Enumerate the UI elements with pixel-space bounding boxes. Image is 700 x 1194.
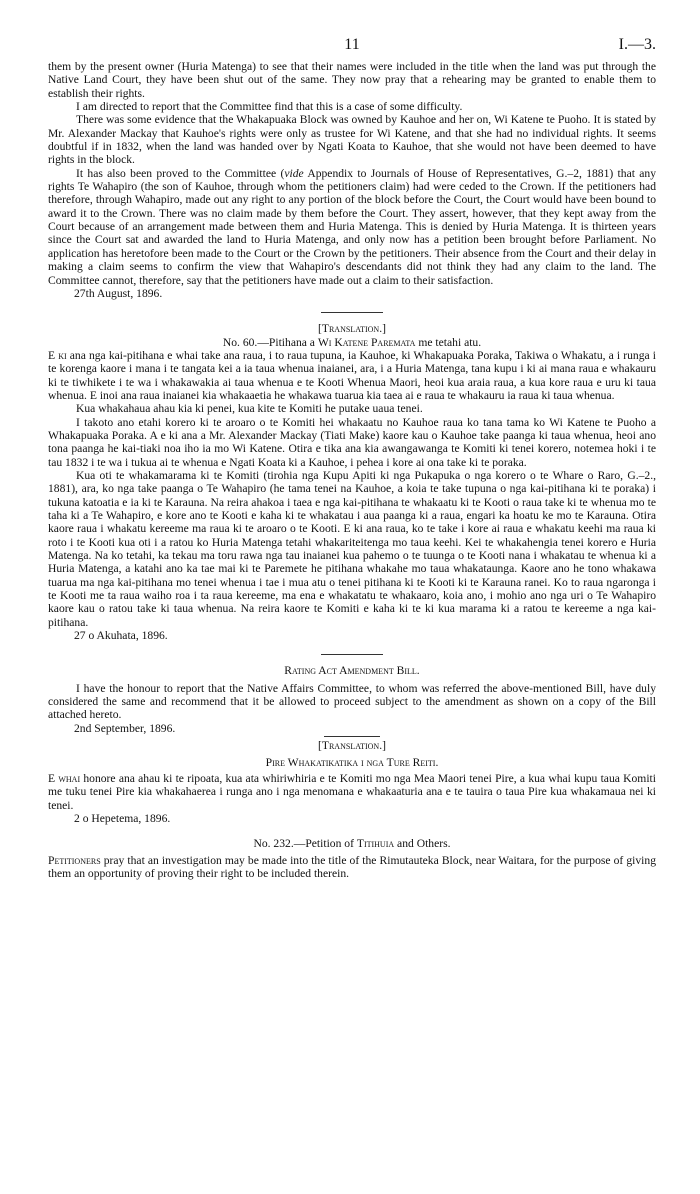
paragraph [48, 854, 656, 881]
paragraph-text: It has also been proved to the Committee ( [76, 166, 285, 180]
section-petition-232 [48, 837, 656, 880]
translation-label: [Translation.] [318, 322, 386, 336]
date-line: 27th August, 1896. [74, 286, 163, 300]
title-text: and Others. [394, 837, 451, 851]
paragraph: them by the present owner (Huria Matenga) to see that their names were included in the title when the land was put through the Native Land Court, they have been shut out of the same. They now pray that a rehearing may be granted to enable them to establish their rights. [48, 60, 656, 100]
section-rating-act [48, 664, 656, 735]
paragraph: I am directed to report that the Committee find that this is a case of some difficulty. [76, 100, 463, 114]
section-divider [321, 312, 383, 313]
paragraph [48, 167, 656, 287]
section-report-whakapuaka [48, 60, 656, 300]
title-text: me tetahi atu. [415, 335, 482, 349]
translation-label: [Translation.] [318, 739, 386, 753]
paragraph: I have the honour to report that the Native Affairs Committee, to whom was referred the above-mentioned Bill, have duly considered the same and recommend that it be allowed to proceed subject to the amendment as shown on a copy of the Bill attached hereto. [48, 681, 656, 722]
title-text: No. 232.—Petition of [253, 837, 357, 851]
date-line: 2 o Hepetema, 1896. [74, 811, 171, 825]
section-title [48, 837, 656, 850]
date-line: 27 o Akuhata, 1896. [74, 629, 168, 643]
section-divider [324, 736, 380, 737]
section-title: Rating Act Amendment Bill. [284, 664, 420, 678]
paragraph-text: Appendix to Journals of House of Representatives, G.–2, 1881) that any rights Te Wahapiro (the son of Kauhoe, through whom the petitioners claim) had were ceded to the Crown. If the petitioners had therefore, through Wahapiro, made out any right to any portion of the block before the Court, the Court would have been bound to award it to the Crown. There was no claim made by them before the Court. They assert, however, that they kept away from the Court because of an arrangement made between them and Huria Matenga. This is denied by Huria Matenga. It is thirteen years since the Court sat and awarded the land to Huria Matenga, and only now has a petition been brought before Parliament. No application has heretofore been made to the Court or the Crown by the petitioners. Their absence from the Court and their delay in making a claim seems to confirm the view that Wahapiro's descendants did not think they had any claim to the land. The Committee cannot, therefore, say that the petitioners have made out a claim to their satisfaction. [48, 166, 656, 287]
section-translation-rating-act [48, 739, 656, 825]
paragraph: Kua whakahaua ahau kia ki penei, kua kite te Komiti he putake uaua tenei. [76, 402, 423, 416]
section-title [48, 336, 656, 349]
date-line: 2nd September, 1896. [74, 721, 176, 735]
paragraph-text: pray that an investigation may be made into the title of the Rimutauteka Block, near Waitara, for the purpose of giving them an opportunity of proving their right to be included therein. [48, 853, 656, 880]
page-number: 11 [344, 36, 360, 53]
petitioner-name: Wi Katene Paremata [317, 335, 416, 349]
document-reference: I.—3. [618, 36, 656, 53]
paragraph: There was some evidence that the Whakapuaka Block was owned by Kauhoe and her on, Wi Katene te Puoho. It is stated by Mr. Alexander Mackay that Kauhoe's rights were only as trustee for Wi Katene, and that she had no individual rights. It seems doubtful if in 1832, when the land was handed over by Ngati Koata to Kauhoe, that she would not have been deemed to have rights in the block. [48, 113, 656, 167]
italic-word: vide [284, 166, 304, 180]
lead-words: Petitioners [48, 853, 101, 867]
paragraph: Kua oti te whakamarama ki te Komiti (tirohia nga Kupu Apiti ki nga Pukapuka o nga korero o te Whare o Raro, G.–2., 1881), ara, ko nga take paanga o Te Wahapiro (he tama tenei na Kauhoe, a koia te take tupuna o nga kai-pitihana ki te poraka) i tukuna katoatia e ia ki te Karauna. Na reira ahakoa i taea e nga kai-pitihana te whakaatu ki te Kooti o raua take ki te whenua mo te taha ki a Te Wahapiro, e kore ano te Kooti e kaha ki te whakatau i aua paanga ki a raua, engari ka hoatu ke mo te Karauna. Otira kaore raua i whakatu kereeme ma raua ki te aroaro o te Kooti. E ki ana raua, ko te take i kore ai raua e whakatu keehi ma raua ki roto i te Kooti kua oti i a ratou ko Huria Matenga tetahi whakariteitenga mo taua keehi. Kei te whakahengia tenei korero e Huria Matenga. Na ko tetahi, ka tekau ma toru rawa nga tau inaianei kua pahemo o te tuunga o te Kooti nana i whakatau te whenua ki a Huria Matenga, a katahi ano ka tae mai ki te Paremete he pitihana whakahe mo taua whakataunga. Kaore ano he tono whakawa tuarua ma nga kai-pitihana mo tenei whenua i tae i mua atu o tenei pitihana ki te Kooti ki te Karauna ranei. Ko to raua ngaronga i te Kooti me ta raua waiho roa i ta raua kereeme, ma ena e whakatatu te whakaaro, koia ano, i mohio ano nga uri o Te Wahapiro kaore kau o ratou take ki taua whenua. Na reira kaore te Komiti e kaha ki te ki kua marama ki a ratou te kereeme a nga kai-pitihana. [48, 468, 656, 629]
page-header [48, 38, 656, 60]
paragraph-text: ana nga kai-pitihana e whai take ana raua, i to raua tupuna, ia Kauhoe, ki Whakapuaka Poraka, Takiwa o Whakatu, a i runga i te korenga kaore i mana i te tangata kei a ia taua whenua inaianei, ara, i a Huria Matenga, tana kupu i ki ai mana raua e whakauru ki te tiwhikete i te wa i whakawakia ai taua whenua e te Kooti Whenua Maori, heoi kua araia raua, a kua kore raua e uru ki taua whenua. E inoi ana raua inaianei kia whakaaetia he whakawa tuarua kia taea ai e raua te whakauru ia raua ki taua whenua. [48, 348, 657, 402]
section-divider [321, 654, 383, 655]
section-title: Pire Whakatikatika i nga Ture Reiti. [265, 755, 439, 769]
paragraph [48, 349, 656, 402]
paragraph-text: honore ana ahau ki te ripoata, kua ata whiriwhiria e te Komiti mo nga Mea Maori tenei Pire, a kua whai kupu taua Komiti me tuku tenei Pire kia whakahaerea i runga ano i nga menomana e whakaaturia ana e te tauira o taua Pire kua whakamaua nei ki tenei. [48, 771, 656, 812]
spacer [48, 825, 656, 837]
title-text: No. 60.—Pitihana a [222, 335, 318, 349]
lead-words: E ki [48, 348, 67, 362]
petitioner-name: Titihuia [356, 837, 395, 851]
document-page [48, 38, 656, 880]
section-translation-petition-60 [48, 322, 656, 642]
lead-words: E whai [48, 771, 81, 785]
paragraph [48, 772, 656, 812]
paragraph: I takoto ano etahi korero ki te aroaro o te Komiti hei whakaatu no Kauhoe raua ko tana tama ko Wi Katene te Puoho a Whakapuaka Poraka. A e ki ana a Mr. Alexander Mackay (Tiati Make) kaore kau o Kauhoe take paanga ki taua whenua, heoi ano tona paanga he kai-tiaki noa iho ia mo Wi Katene. Otira e tika ana kia awangawanga te Komiti ki tenei korero, notemea hoki i te tau 1832 i te wa i tukua ai te whenua e Ngati Koata ki a Kauhoe, i pehea i kore ai ona take ki te poraka. [48, 415, 656, 469]
